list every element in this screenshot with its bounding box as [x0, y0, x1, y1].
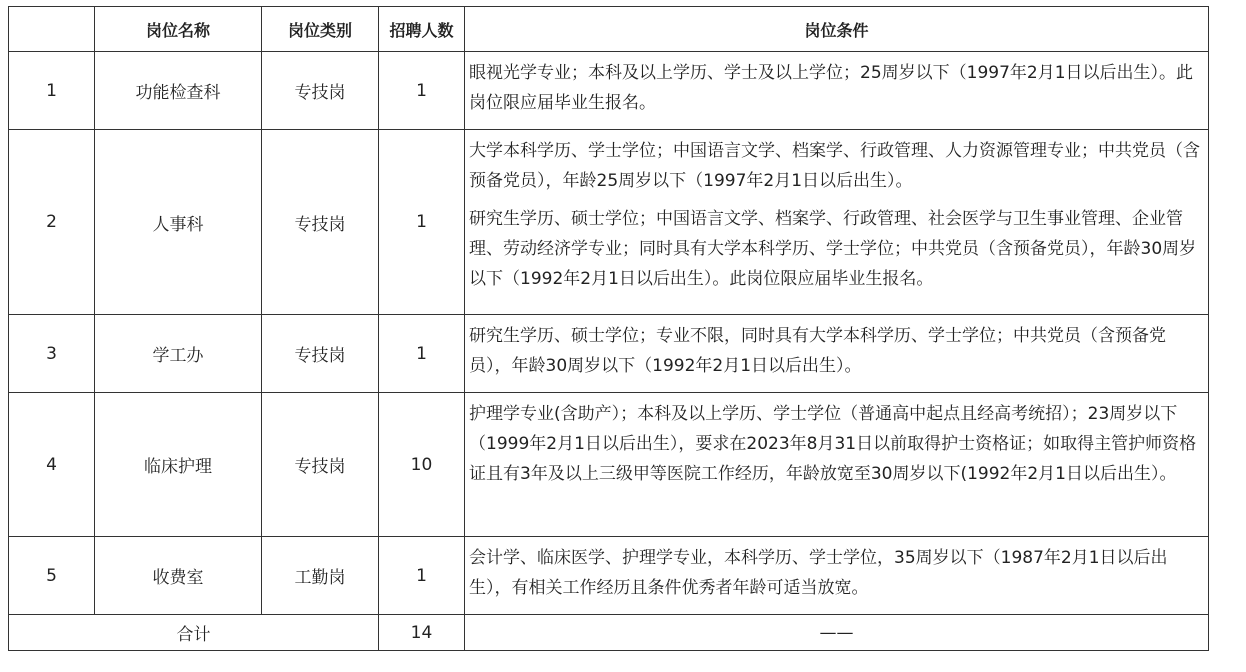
- header-hiring-count: 招聘人数: [379, 7, 465, 52]
- table-row: [9, 52, 1209, 130]
- requirements-cell: [465, 537, 1209, 615]
- requirements-cell: [465, 393, 1209, 537]
- requirements-cell: [465, 52, 1209, 130]
- header-position-category: 岗位类别: [262, 7, 379, 52]
- position-category: 专技岗: [262, 315, 379, 393]
- table-row: [9, 537, 1209, 615]
- position-category: 专技岗: [262, 393, 379, 537]
- header-position-name: 岗位名称: [95, 7, 262, 52]
- row-index: 3: [9, 315, 95, 393]
- hiring-count: 10: [379, 393, 465, 537]
- position-name: 学工办: [95, 315, 262, 393]
- total-label: 合计: [9, 615, 379, 651]
- position-name: 功能检查科: [95, 52, 262, 130]
- requirement-text: 护理学专业(含助产）；本科及以上学历、学士学位（普通高中起点且经高考统招）；23周岁以下（1999年2月1日以后出生），要求在2023年8月31日以前取得护士资格证；如取得主管护师资格证且有3年及以上三级甲等医院工作经历，年龄放宽至30周岁以下(1992年2月1日以后出生）。: [469, 404, 1197, 484]
- position-name: 临床护理: [95, 393, 262, 537]
- table-row: [9, 315, 1209, 393]
- header-requirements: 岗位条件: [465, 7, 1209, 52]
- total-requirements: ——: [465, 615, 1209, 651]
- row-index: 4: [9, 393, 95, 537]
- recruitment-table: [8, 6, 1209, 651]
- position-name: 人事科: [95, 130, 262, 315]
- requirement-text: 会计学、临床医学、护理学专业，本科学历、学士学位，35周岁以下（1987年2月1日以后出生），有相关工作经历且条件优秀者年龄可适当放宽。: [469, 548, 1168, 598]
- requirement-text: 研究生学历、硕士学位；中国语言文学、档案学、行政管理、社会医学与卫生事业管理、企业管理、劳动经济学专业；同时具有大学本科学历、学士学位；中共党员（含预备党员），年龄30周岁以下（1992年2月1日以后出生）。此岗位限应届毕业生报名。: [469, 209, 1197, 289]
- requirements-cell: [465, 130, 1209, 315]
- table-header-row: [9, 7, 1209, 52]
- hiring-count: 1: [379, 315, 465, 393]
- table-row: [9, 393, 1209, 537]
- hiring-count: 1: [379, 130, 465, 315]
- requirements-cell: [465, 315, 1209, 393]
- position-name: 收费室: [95, 537, 262, 615]
- header-index: [9, 7, 95, 52]
- requirement-text: 大学本科学历、学士学位；中国语言文学、档案学、行政管理、人力资源管理专业；中共党员（含预备党员），年龄25周岁以下（1997年2月1日以后出生）。: [469, 141, 1200, 191]
- row-index: 5: [9, 537, 95, 615]
- total-row: [9, 615, 1209, 651]
- hiring-count: 1: [379, 537, 465, 615]
- total-count: 14: [379, 615, 465, 651]
- requirement-text: 研究生学历、硕士学位；专业不限，同时具有大学本科学历、学士学位；中共党员（含预备党员），年龄30周岁以下（1992年2月1日以后出生）。: [469, 326, 1166, 376]
- position-category: 专技岗: [262, 130, 379, 315]
- row-index: 2: [9, 130, 95, 315]
- row-index: 1: [9, 52, 95, 130]
- table-row: [9, 130, 1209, 315]
- hiring-count: 1: [379, 52, 465, 130]
- requirement-text: 眼视光学专业；本科及以上学历、学士及以上学位；25周岁以下（1997年2月1日以后出生）。此岗位限应届毕业生报名。: [469, 63, 1194, 113]
- position-category: 专技岗: [262, 52, 379, 130]
- position-category: 工勤岗: [262, 537, 379, 615]
